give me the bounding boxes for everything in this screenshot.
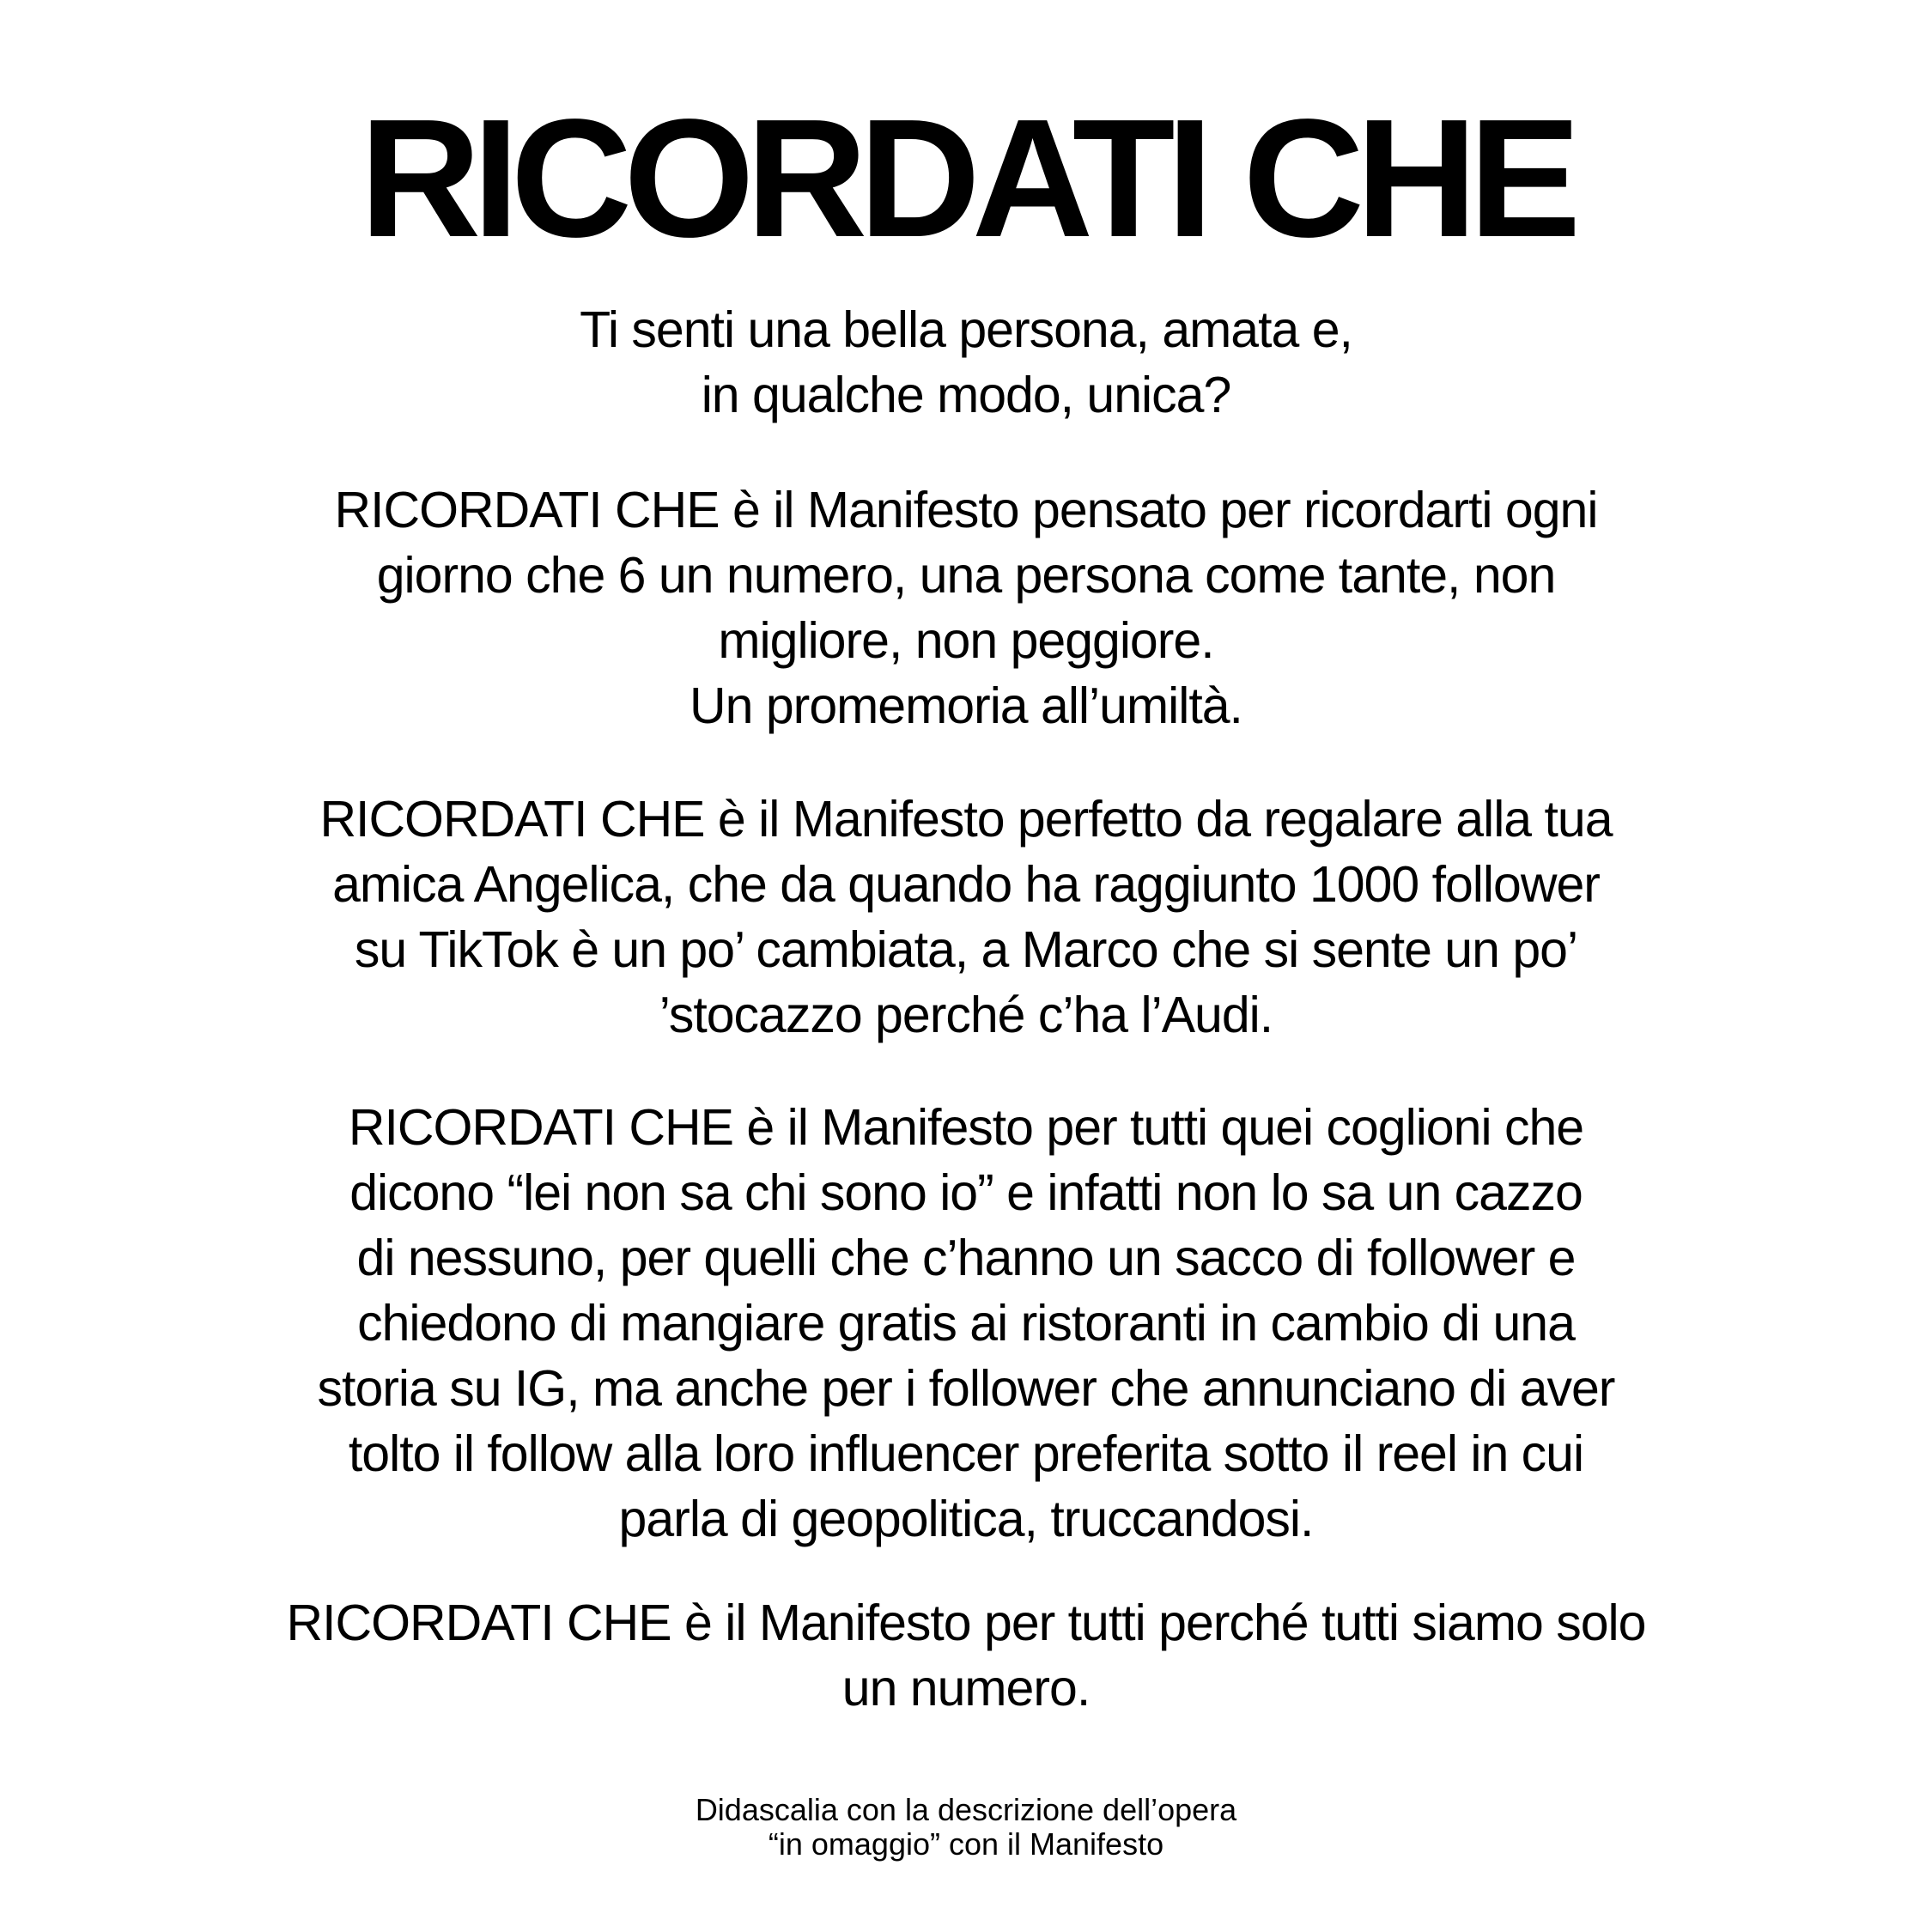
text-line: tolto il follow alla loro influencer preferita sotto il reel in cui [348, 1425, 1584, 1482]
text-line: amica Angelica, che da quando ha raggiunto 1000 follower [332, 856, 1600, 913]
text-line: RICORDATI CHE è il Manifesto per tutti quei coglioni che [348, 1099, 1584, 1156]
intro-question [0, 297, 1932, 428]
text-line: ’stocazzo perché c’ha l’Audi. [659, 987, 1273, 1043]
text-line: dicono “lei non sa chi sono io” e infatti non lo sa un cazzo [349, 1164, 1583, 1221]
text-line: migliore, non peggiore. [718, 612, 1214, 669]
caption [0, 1793, 1932, 1862]
paragraph-purpose [0, 477, 1932, 738]
paragraph-gift [0, 787, 1932, 1048]
paragraph-everyone [0, 1095, 1932, 1552]
paragraph-conclusion [0, 1590, 1932, 1721]
text-line: giorno che 6 un numero, una persona come tante, non [376, 547, 1556, 604]
text-line: chiedono di mangiare gratis ai ristoranti in cambio di una [357, 1295, 1575, 1352]
text-line: parla di geopolitica, truccandosi. [618, 1491, 1314, 1547]
caption-line: Didascalia con la descrizione dell’opera [695, 1792, 1237, 1827]
text-line: RICORDATI CHE è il Manifesto perfetto da regalare alla tua [319, 791, 1613, 848]
text-line: un numero. [841, 1660, 1091, 1716]
text-line: su TikTok è un po’ cambiata, a Marco che si sente un po’ [354, 921, 1578, 978]
page-title: RICORDATI CHE [359, 84, 1573, 272]
text-line: Un promemoria all’umiltà. [690, 677, 1242, 734]
text-line: in qualche modo, unica? [701, 367, 1231, 423]
text-line: storia su IG, ma anche per i follower che annunciano di aver [317, 1360, 1615, 1417]
text-line: di nessuno, per quelli che c’hanno un sacco di follower e [356, 1230, 1576, 1286]
text-line: RICORDATI CHE è il Manifesto pensato per ricordarti ogni [334, 482, 1598, 538]
caption-line: “in omaggio” con il Manifesto [768, 1826, 1164, 1862]
text-line: Ti senti una bella persona, amata e, [580, 301, 1352, 358]
text-line: RICORDATI CHE è il Manifesto per tutti perché tutti siamo solo [286, 1595, 1646, 1651]
